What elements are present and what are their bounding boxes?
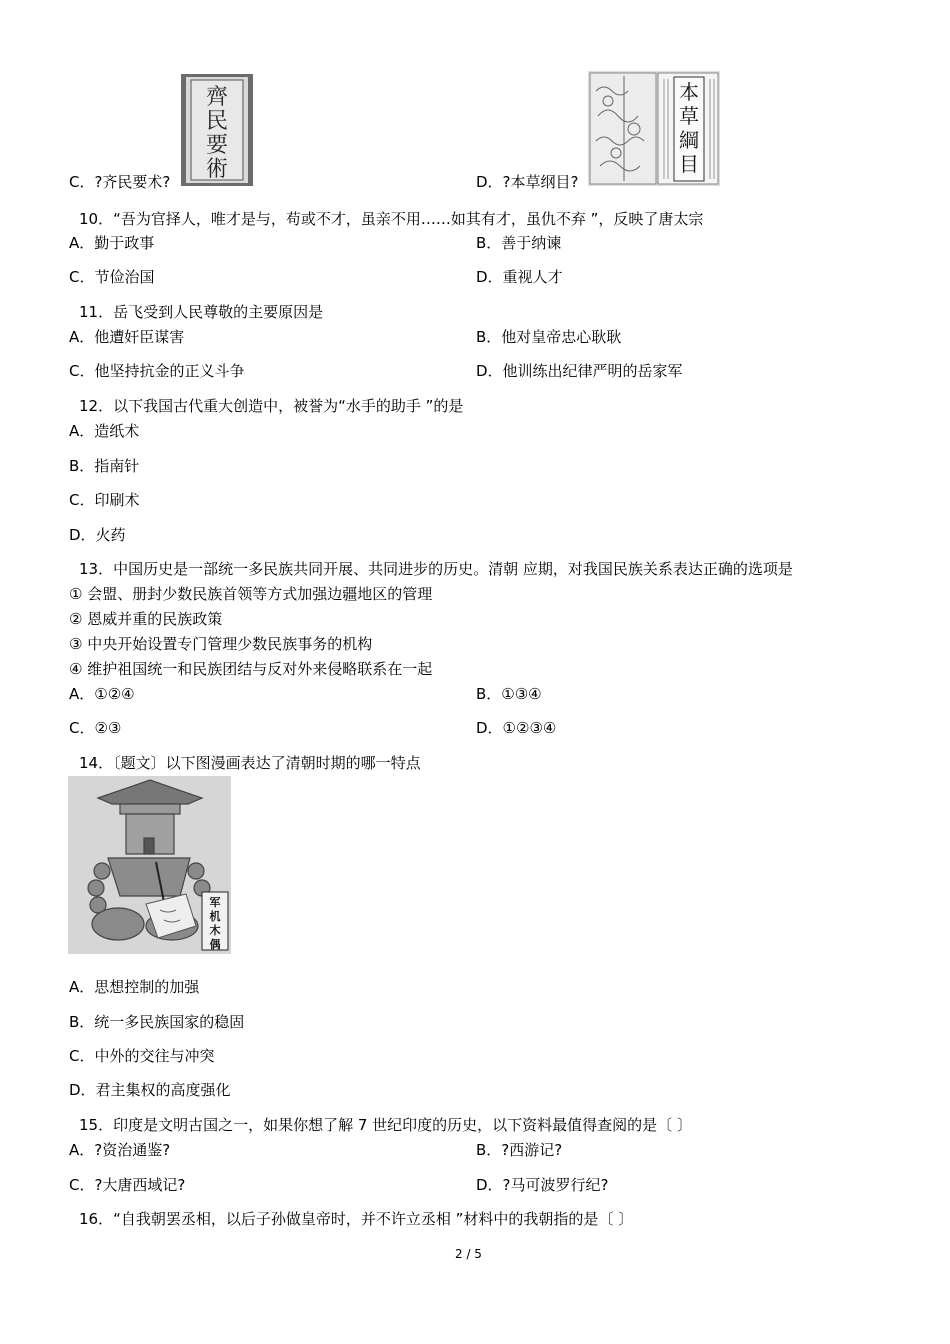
- q10-option-a[interactable]: A．勤于政事: [69, 234, 155, 252]
- q13-option-b[interactable]: B．①③④: [476, 685, 542, 703]
- q13-item-4: ④ 维护祖国统一和民族团结与反对外来侵略联系在一起: [69, 660, 433, 678]
- q11-stem: 11．岳飞受到人民尊敬的主要原因是: [79, 303, 324, 321]
- qimin-yaoshu-image: [181, 74, 253, 186]
- qimin-title-char: 齊: [205, 85, 229, 110]
- q13-item-1: ① 会盟、册封少数民族首领等方式加强边疆地区的管理: [69, 585, 433, 603]
- cartoon-label-char: 偶: [209, 938, 221, 951]
- q11-option-b[interactable]: B．他对皇帝忠心耿耿: [476, 328, 622, 346]
- q12-option-d[interactable]: D．火药: [69, 526, 126, 544]
- q9-option-d[interactable]: D．?本草纲目?: [476, 173, 579, 191]
- q13-option-d[interactable]: D．①②③④: [476, 719, 557, 737]
- puppet-cartoon-image: [68, 776, 231, 954]
- q13-option-a[interactable]: A．①②④: [69, 685, 135, 703]
- q15-option-d[interactable]: D．?马可波罗行纪?: [476, 1176, 609, 1194]
- q10-option-b[interactable]: B．善于纳谏: [476, 234, 562, 252]
- bencao-title-char: 目: [679, 152, 699, 176]
- cartoon-label-char: 军: [209, 896, 221, 909]
- q15-option-b[interactable]: B．?西游记?: [476, 1141, 563, 1159]
- q13-item-2: ② 恩威并重的民族政策: [69, 610, 223, 628]
- q15-option-a[interactable]: A．?资治通鉴?: [69, 1141, 171, 1159]
- page-number: 2 / 5: [455, 1247, 482, 1261]
- qimin-title-char: 民: [205, 109, 229, 134]
- qimin-title-char: 術: [205, 157, 229, 182]
- q12-option-b[interactable]: B．指南针: [69, 457, 140, 475]
- q10-option-c[interactable]: C．节俭治国: [69, 268, 155, 286]
- q14-option-a[interactable]: A．思想控制的加强: [69, 978, 200, 996]
- cartoon-label-char: 木: [209, 924, 221, 937]
- cartoon-label-char: 机: [209, 910, 221, 923]
- q12-option-a[interactable]: A．造纸术: [69, 422, 140, 440]
- q15-option-c[interactable]: C．?大唐西域记?: [69, 1176, 186, 1194]
- bencao-title-char: 本: [679, 80, 699, 104]
- q12-stem: 12．以下我国古代重大创造中，被誉为“水手的助手 ”的是: [79, 397, 464, 415]
- q14-option-d[interactable]: D．君主集权的高度强化: [69, 1081, 231, 1099]
- q14-option-c[interactable]: C．中外的交往与冲突: [69, 1047, 215, 1065]
- q13-stem: 13．中国历史是一部统一多民族共同开展、共同进步的历史。清朝 应期，对我国民族关系表达正确的选项是: [79, 560, 793, 578]
- q9-option-c[interactable]: C．?齐民要术?: [69, 173, 171, 191]
- q14-option-b[interactable]: B．统一多民族国家的稳固: [69, 1013, 245, 1031]
- q12-option-c[interactable]: C．印刷术: [69, 491, 140, 509]
- q14-stem: 14．〔题文〕以下图漫画表达了清朝时期的哪一特点: [79, 754, 421, 772]
- q16-stem: 16．“自我朝罢丞相，以后子孙做皇帝时，并不许立丞相 ”材料中的我朝指的是〔 〕: [79, 1210, 634, 1228]
- q11-option-c[interactable]: C．他坚持抗金的正义斗争: [69, 362, 245, 380]
- q13-item-3: ③ 中央开始设置专门管理少数民族事务的机构: [69, 635, 373, 653]
- qimin-title-char: 要: [205, 133, 229, 158]
- bencao-title-char: 綱: [679, 128, 699, 152]
- q10-option-d[interactable]: D．重视人才: [476, 268, 563, 286]
- bencao-gangmu-image: [588, 71, 720, 186]
- bencao-title-char: 草: [679, 104, 699, 128]
- q11-option-d[interactable]: D．他训练出纪律严明的岳家军: [476, 362, 683, 380]
- q13-option-c[interactable]: C．②③: [69, 719, 122, 737]
- q11-option-a[interactable]: A．他遭奸臣谋害: [69, 328, 185, 346]
- q15-stem: 15．印度是文明古国之一，如果你想了解 7 世纪印度的历史，以下资料最值得查阅的是〔 〕: [79, 1116, 692, 1134]
- q10-stem: 10．“吾为官择人，唯才是与，苟或不才，虽亲不用……如其有才，虽仇不弃 ”，反映了唐太宗: [79, 210, 704, 228]
